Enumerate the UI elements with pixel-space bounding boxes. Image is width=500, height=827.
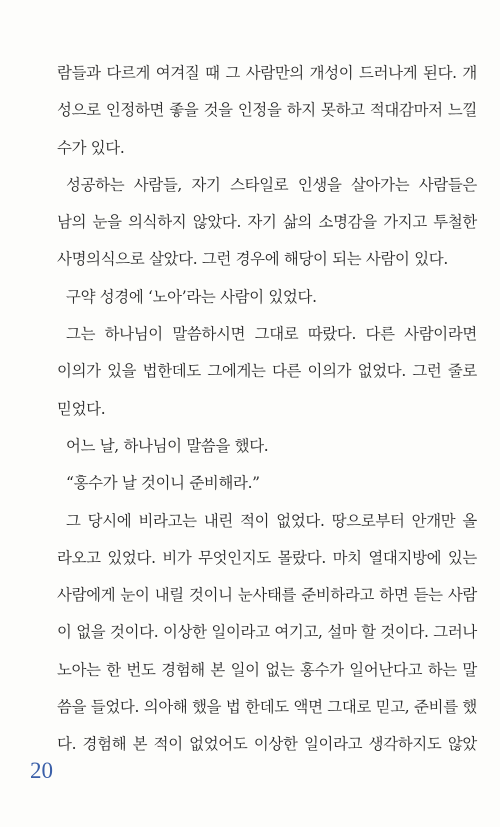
- text-line: 이의가 있을 법한데도 그에게는 다른 이의가 없었다. 그런 줄로: [57, 362, 477, 381]
- quote-line: “홍수가 날 것이니 준비해라.”: [66, 474, 260, 493]
- text-line: 라오고 있었다. 비가 무엇인지도 몰랐다. 마치 열대지방에 있는: [57, 548, 477, 567]
- text-line: 성공하는 사람들, 자기 스타일로 인생을 살아가는 사람들은: [66, 175, 477, 194]
- text-line: 그 당시에 비라고는 내린 적이 없었다. 땅으로부터 안개만 올: [66, 511, 477, 530]
- body-text: [57, 55, 477, 764]
- text-line: 사명의식으로 살았다. 그런 경우에 해당이 되는 사람이 있다.: [57, 250, 448, 269]
- page-number: 20: [30, 758, 53, 783]
- text-line: 다. 경험해 본 적이 없었어도 이상한 일이라고 생각하지도 않았: [57, 735, 477, 754]
- text-line: 남의 눈을 의식하지 않았다. 자기 삶의 소명감을 가지고 투철한: [57, 213, 477, 232]
- text-line: 씀을 들었다. 의아해 했을 법 한데도 액면 그대로 믿고, 준비를 했: [57, 698, 477, 717]
- text-line: 람들과 다르게 여겨질 때 그 사람만의 개성이 드러나게 된다. 개: [57, 64, 477, 82]
- text-line: 성으로 인정하면 좋을 것을 인정을 하지 못하고 적대감마저 느낄: [57, 101, 477, 120]
- text-line: 수가 있다.: [57, 138, 125, 157]
- text-line: 노아는 한 번도 경험해 본 일이 없는 홍수가 일어난다고 하는 말: [57, 660, 477, 679]
- text-line: 이 없을 것이다. 이상한 일이라고 여기고, 설마 할 것이다. 그러나: [57, 623, 477, 642]
- text-line: 구약 성경에 ‘노아’라는 사람이 있었다.: [66, 287, 317, 306]
- text-line: 사람에게 눈이 내릴 것이니 눈사태를 준비하라고 하면 듣는 사람: [57, 586, 477, 605]
- text-line: 그는 하나님이 말씀하시면 그대로 따랐다. 다른 사람이라면: [66, 325, 477, 344]
- text-line: 믿었다.: [57, 399, 106, 418]
- text-line: 어느 날, 하나님이 말씀을 했다.: [66, 436, 269, 455]
